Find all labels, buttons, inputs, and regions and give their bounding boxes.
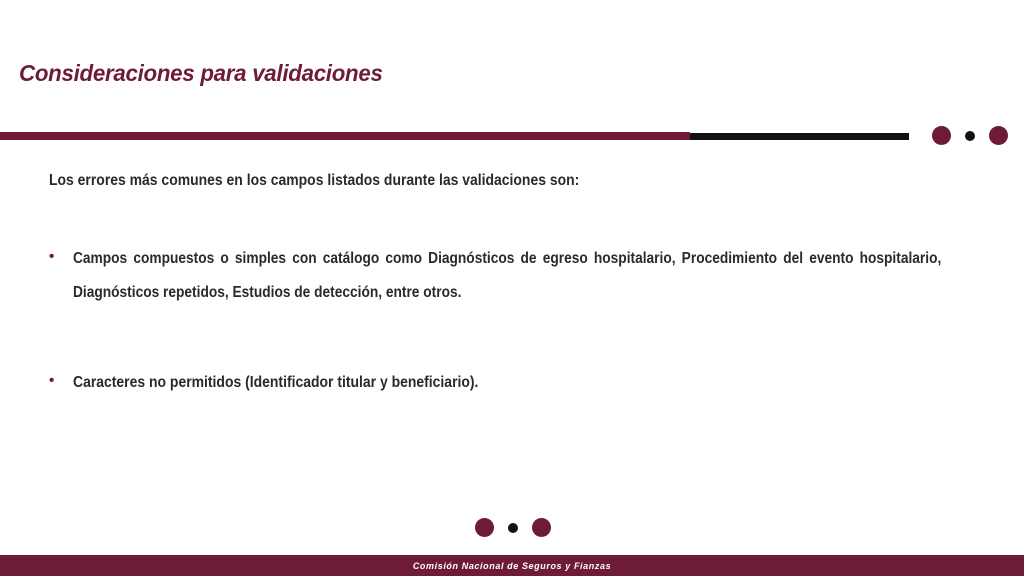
slide-title: Consideraciones para validaciones (19, 60, 383, 86)
decorative-dot-icon (989, 126, 1008, 145)
header-divider-maroon (0, 132, 690, 140)
decorative-dot-icon (965, 131, 975, 141)
footer-dots-decoration (475, 518, 551, 537)
bullet-icon: • (49, 248, 55, 265)
list-item-text: Campos compuestos o simples con catálogo como Diagnósticos de egreso hospitalario, Procedimiento del evento hospitalario, Diagnósticos repetidos, Estudios de detección, entre otros. (73, 250, 942, 301)
footer-bar (0, 555, 1024, 576)
decorative-dot-icon (932, 126, 951, 145)
decorative-dot-icon (508, 523, 518, 533)
decorative-dot-icon (475, 518, 494, 537)
header-divider-black (690, 133, 909, 140)
list-item-text: Caracteres no permitidos (Identificador titular y beneficiario). (73, 374, 479, 391)
intro-text: Los errores más comunes en los campos listados durante las validaciones son: (49, 172, 580, 189)
header-dots-decoration (932, 126, 1008, 145)
footer-organization: Comisión Nacional de Seguros y Fianzas (412, 560, 612, 571)
bullet-icon: • (49, 372, 55, 389)
decorative-dot-icon (532, 518, 551, 537)
